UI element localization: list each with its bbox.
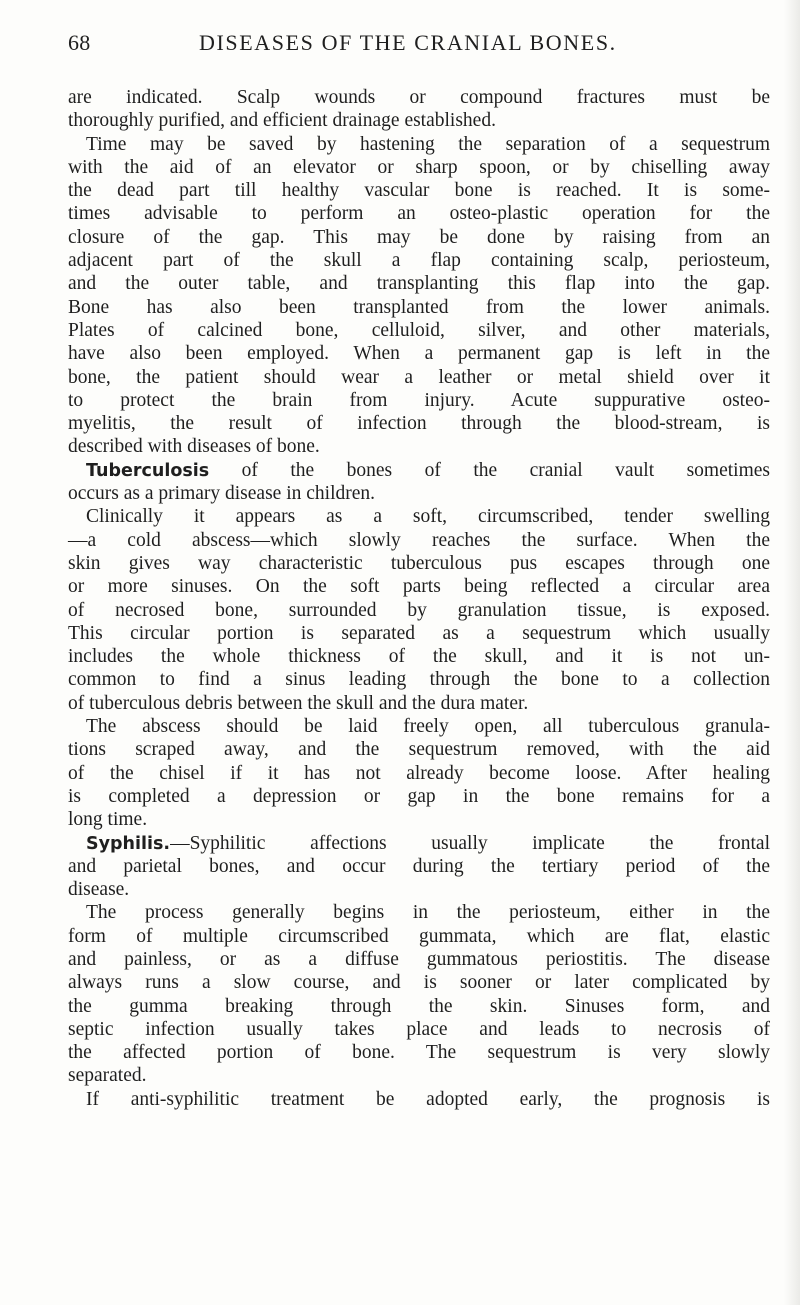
text-line — [68, 738, 770, 761]
line-text: common to find a sinus leading through the bone to a collection — [68, 669, 770, 691]
page-edge-shadow — [784, 0, 800, 1305]
line-text: long time. — [68, 809, 148, 831]
text-line — [68, 715, 770, 738]
line-text: the affected portion of bone. The sequestrum is very slowly — [68, 1042, 770, 1064]
line-text: thoroughly purified, and efficient drainage established. — [68, 110, 496, 132]
text-line — [68, 272, 770, 295]
line-text: or more sinuses. On the soft parts being reflected a circular area — [68, 576, 770, 598]
text-line — [68, 482, 770, 505]
text-line — [68, 575, 770, 598]
text-line — [68, 226, 770, 249]
line-text: includes the whole thickness of the skull, and it is not un- — [68, 646, 770, 668]
text-line — [68, 808, 770, 831]
text-line — [68, 855, 770, 878]
body-text — [68, 86, 770, 1111]
text-line — [68, 296, 770, 319]
section-heading: Syphilis. — [86, 833, 171, 854]
line-text: Bone has also been transplanted from the lower animals. — [68, 296, 770, 318]
line-text: and painless, or as a diffuse gummatous periostitis. The disease — [68, 948, 770, 970]
text-line — [68, 319, 770, 342]
text-line — [68, 202, 770, 225]
text-line — [68, 552, 770, 575]
line-text: times advisable to perform an osteo-plastic operation for the — [68, 203, 770, 225]
text-line — [68, 948, 770, 971]
line-text: always runs a slow course, and is sooner or later complicated by — [68, 972, 770, 994]
line-text: Clinically it appears as a soft, circumscribed, tender swelling — [86, 506, 770, 528]
text-line — [68, 459, 770, 482]
text-line — [68, 1041, 770, 1064]
line-text: occurs as a primary disease in children. — [68, 483, 376, 505]
line-text: of tuberculous debris between the skull and the dura mater. — [68, 692, 529, 714]
text-line — [68, 925, 770, 948]
text-line — [68, 762, 770, 785]
text-line — [68, 86, 770, 109]
text-line — [68, 832, 770, 855]
text-line — [68, 109, 770, 132]
line-text: described with diseases of bone. — [68, 436, 320, 458]
line-text: the dead part till healthy vascular bone is reached. It is some- — [68, 180, 770, 202]
line-text: adjacent part of the skull a flap containing scalp, periosteum, — [68, 250, 770, 272]
text-line — [68, 599, 770, 622]
text-line — [68, 878, 770, 901]
line-text: —a cold abscess—which slowly reaches the surface. When the — [68, 529, 770, 551]
line-text: closure of the gap. This may be done by raising from an — [68, 226, 770, 248]
text-line — [68, 901, 770, 924]
line-text: bone, the patient should wear a leather or metal shield over it — [68, 366, 770, 388]
line-text: form of multiple circumscribed gummata, which are flat, elastic — [68, 925, 770, 947]
text-line — [68, 622, 770, 645]
line-text: septic infection usually takes place and leads to necrosis of — [68, 1018, 770, 1040]
line-text: separated. — [68, 1065, 147, 1087]
text-line — [68, 668, 770, 691]
line-text: If anti-syphilitic treatment be adopted early, the prognosis is — [86, 1088, 770, 1110]
text-line — [68, 249, 770, 272]
text-line — [68, 971, 770, 994]
running-title: DISEASES OF THE CRANIAL BONES. — [199, 30, 617, 55]
text-line — [68, 412, 770, 435]
text-line — [68, 995, 770, 1018]
text-line — [68, 389, 770, 412]
text-line — [68, 1088, 770, 1111]
text-line — [68, 785, 770, 808]
line-text: are indicated. Scalp wounds or compound fractures must be — [68, 87, 770, 108]
page-header — [68, 30, 768, 60]
line-text: to protect the brain from injury. Acute suppurative osteo- — [68, 389, 770, 411]
line-text: —Syphilitic affections usually implicate the frontal — [170, 832, 770, 854]
section-heading: Tuberculosis — [86, 460, 210, 481]
line-text: disease. — [68, 879, 130, 901]
text-line — [68, 179, 770, 202]
text-line — [68, 366, 770, 389]
text-line — [68, 645, 770, 668]
line-text: The process generally begins in the periosteum, either in the — [86, 902, 770, 924]
line-text: and the outer table, and transplanting this flap into the gap. — [68, 273, 770, 295]
line-text: myelitis, the result of infection through the blood-stream, is — [68, 413, 770, 435]
text-line — [68, 529, 770, 552]
line-text: Time may be saved by hastening the separation of a sequestrum — [86, 133, 770, 155]
text-line — [68, 435, 770, 458]
text-line — [68, 133, 770, 156]
line-text: of the bones of the cranial vault sometimes — [209, 459, 770, 481]
line-text: tions scraped away, and the sequestrum removed, with the aid — [68, 739, 770, 761]
text-line — [68, 505, 770, 528]
line-text: with the aid of an elevator or sharp spoon, or by chiselling away — [68, 156, 770, 178]
text-line — [68, 1018, 770, 1041]
line-text: have also been employed. When a permanent gap is left in the — [68, 343, 770, 365]
line-text: of the chisel if it has not already become loose. After healing — [68, 762, 770, 784]
line-text: is completed a depression or gap in the bone remains for a — [68, 785, 770, 807]
text-line — [68, 156, 770, 179]
text-line — [68, 1064, 770, 1087]
line-text: of necrosed bone, surrounded by granulation tissue, is exposed. — [68, 599, 770, 621]
line-text: The abscess should be laid freely open, all tuberculous granula- — [86, 716, 770, 738]
line-text: Plates of calcined bone, celluloid, silver, and other materials, — [68, 319, 770, 341]
text-line — [68, 692, 770, 715]
text-line — [68, 342, 770, 365]
line-text: skin gives way characteristic tuberculous pus escapes through one — [68, 552, 770, 574]
line-text: This circular portion is separated as a sequestrum which usually — [68, 622, 770, 644]
line-text: and parietal bones, and occur during the tertiary period of the — [68, 855, 770, 877]
page-number: 68 — [68, 30, 91, 55]
line-text: the gumma breaking through the skin. Sinuses form, and — [68, 995, 770, 1017]
